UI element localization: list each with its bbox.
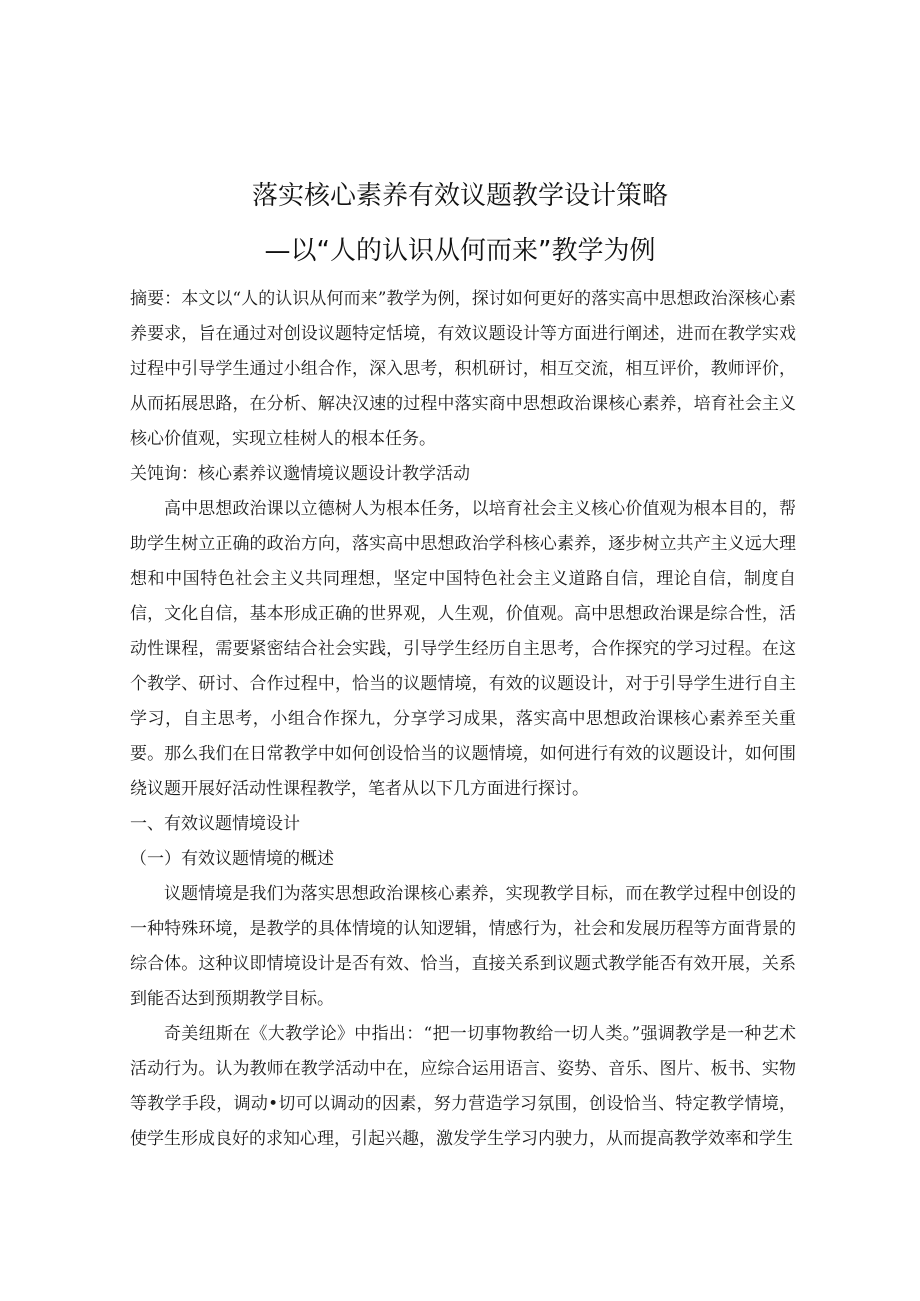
body-paragraph: 高中思想政治课以立德树人为根本任务，以培育社会主义核心价值观为根本目的，帮助学生树立正确的政治方向，落实高中思想政治学科核心素养，逐步树立共产主义远大理想和中国特色社会主义共同理想，坚定中国特色社会主义道路自信，理论自信，制度自信，文化自信，基本形成正确的世界观，人生观，价值观。高中思想政治课是综合性，活动性课程，需要紧密结合社会实践，引导学生经历自主思考，合作探究的学习过程。在这个教学、研讨、合作过程中，恰当的议题情境，有效的议题设计，对于引导学生进行自主学习，自主思考，小组合作探九，分享学习成果，落实高中思想政治课核心素养至关重要。那么我们在日常教学中如何创设恰当的议题情境，如何进行有效的议题设计，如何围绕议题开展好活动性课程教学，笔者从以下几方面进行探讨。 [130, 499, 796, 799]
subsection-heading: （一）有效议题情境的概述 [130, 849, 334, 869]
keywords-line: 关饨询：核心素养议邈情境议题设计教学活动 [130, 464, 470, 484]
document-body [130, 282, 796, 1157]
document-title: 落实核心素养有效议题教学设计策略 [251, 181, 668, 211]
document-subtitle: —以“人的认识从何而来”教学为例 [264, 236, 656, 266]
abstract-paragraph: 摘要：本文以“人的认识从何而来”教学为例，探讨如何更好的落实高中思想政治深核心素养要求，旨在通过对创设议题特定恬境，有效议题设计等方面进行阐述，进而在教学实戏过程中引导学生通过小组合作，深入思考，积机研讨，相互交流，相互评价，教师评价，从而拓展思路，在分析、解决汉速的过程中落实商中思想政治课核心素养，培育社会主义核心价值观，实现立桂树人的根本任务。 [130, 289, 796, 449]
body-paragraph: 议题情境是我们为落实思想政治课核心素养，实现教学目标，而在教学过程中创设的一种特殊环境，是教学的具体情境的认知逻辑，情感行为，社会和发展历程等方面背景的综合体。这种议即情境设计是否有效、恰当，直接关系到议题式教学能否有效开展，关系到能否达到预期教学目标。 [130, 884, 796, 1009]
section-heading: 一、有效议题情境设计 [130, 814, 300, 834]
body-paragraph: 奇美纽斯在《大教学论》中指出：“把一切事物教给一切人类。”强调教学是一种艺术活动行为。认为教师在教学活动中在，应综合运用语言、姿势、音乐、图片、板书、实物等教学手段，调动•切可以调动的因素，努力营造学习氛围，创设恰当、特定教学情境，使学生形成良好的求知心理，引起兴趣，激发学生学习内驶力，从而提高教学效率和学生 [130, 1024, 796, 1149]
